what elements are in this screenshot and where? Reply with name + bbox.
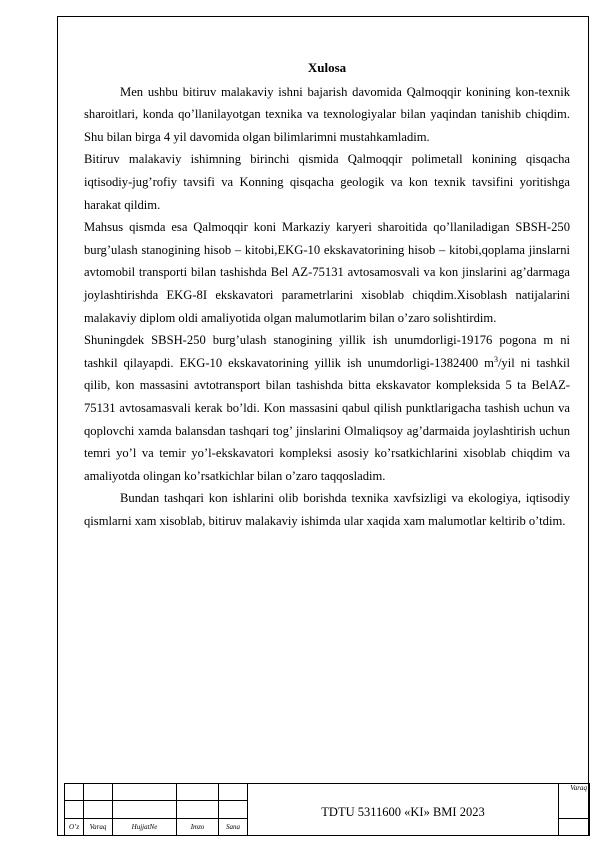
paragraph-2: Bitiruv malakaviy ishimning birinchi qismida Qalmoqqir polimetall konining qisqacha iqtisodiy-jug’rofiy tavsifi va Konning qisqacha geologik va kon texnik tavsifini yoritishga harakat qildim. <box>84 152 570 212</box>
stamp-cell <box>177 784 219 801</box>
stamp-cell <box>219 784 248 801</box>
stamp-col-imzo: Imzo <box>177 818 219 835</box>
stamp-cell <box>177 801 219 818</box>
stamp-cell <box>113 784 177 801</box>
paragraph-1: Men ushbu bitiruv malakaviy ishni bajarish davomida Qalmoqqir konining kon-texnik sharoitlari, konda qo’llanilayotgan texnika va texnologiyalar bilan yaqindan tanishib chiqdim. Shu bilan birga 4 yil davomida olgan bilimlarimni mustahkamladim. <box>84 84 570 144</box>
stamp-col-varaq: Varaq <box>84 818 113 835</box>
stamp-cell <box>219 801 248 818</box>
stamp-col-hujjat: HujjatNe <box>113 818 177 835</box>
paragraph-4-part-a: Shuningdek SBSH-250 burg’ulash stanogining yillik ish unumdorligi-19176 pogona m ni tashkil qilayapdi. EKG-10 ekskavatorining yillik ish unumdorligi-1382400 m <box>84 333 570 370</box>
paragraph-4-part-b: /yil ni tashkil qilib, kon massasini avtotransport bilan tashishda bitta ekskavator kompleksida 5 ta BelAZ-75131 avtosamasvali kerak bo’ldi. Kon massasini qabul qilish punktlarigacha tashish uchun va qoplovchi xamda balansdan tashqari tog’ jinslarini Olmaliqsoy ag’darmaida joylashtirish uchun temri yo’l va temir yo’l-ekskavatori kompleksi asosiy ko’rsatkichlarini xisoblab chiqdim va amaliyotda olingan ko’rsatkichlar bilan o’zaro taqqosladim. <box>84 355 570 483</box>
stamp-col-sana: Sana <box>219 818 248 835</box>
stamp-col-oz: O’z <box>65 818 84 835</box>
stamp-cell <box>84 801 113 818</box>
stamp-cell <box>84 784 113 801</box>
sheet-label: Varaq <box>559 784 590 819</box>
document-code: TDTU 5311600 «KI» BMI 2023 <box>248 784 559 836</box>
stamp-cell <box>113 801 177 818</box>
document-body <box>84 57 570 532</box>
paragraph-5: Bundan tashqari kon ishlarini olib borishda texnika xavfsizligi va ekologiya, iqtisodiy qismlarni xam xisoblab, bitiruv malakaviy ishimda ular xaqida xam malumotlar keltirib o’tdim. <box>84 491 570 528</box>
stamp-cell <box>65 801 84 818</box>
page-title: Xulosa <box>307 60 347 75</box>
paragraph-4 <box>84 329 570 487</box>
superscript-3: 3 <box>493 354 498 364</box>
title-block-stamp <box>64 783 589 836</box>
paragraph-3: Mahsus qismda esa Qalmoqqir koni Markaziy karyeri sharoitida qo’llaniladigan SBSH-250 burg’ulash stanogining hisob – kitobi,EKG-10 ekskavatorining hisob – kitobi,qoplama jinslarni avtomobil transporti bilan tashishda Bel AZ-75131 avtosamosvali va kon jinslarini ag’darmaga joylashtirishda EKG-8I ekskavatori parametrlarini xisoblab chiqdim.Xisoblash natijalarini malakaviy diplom oldi amaliyotida olgan malumotlarim bilan o’zaro solishtirdim. <box>84 220 570 325</box>
sheet-number <box>559 818 590 835</box>
stamp-cell <box>65 784 84 801</box>
